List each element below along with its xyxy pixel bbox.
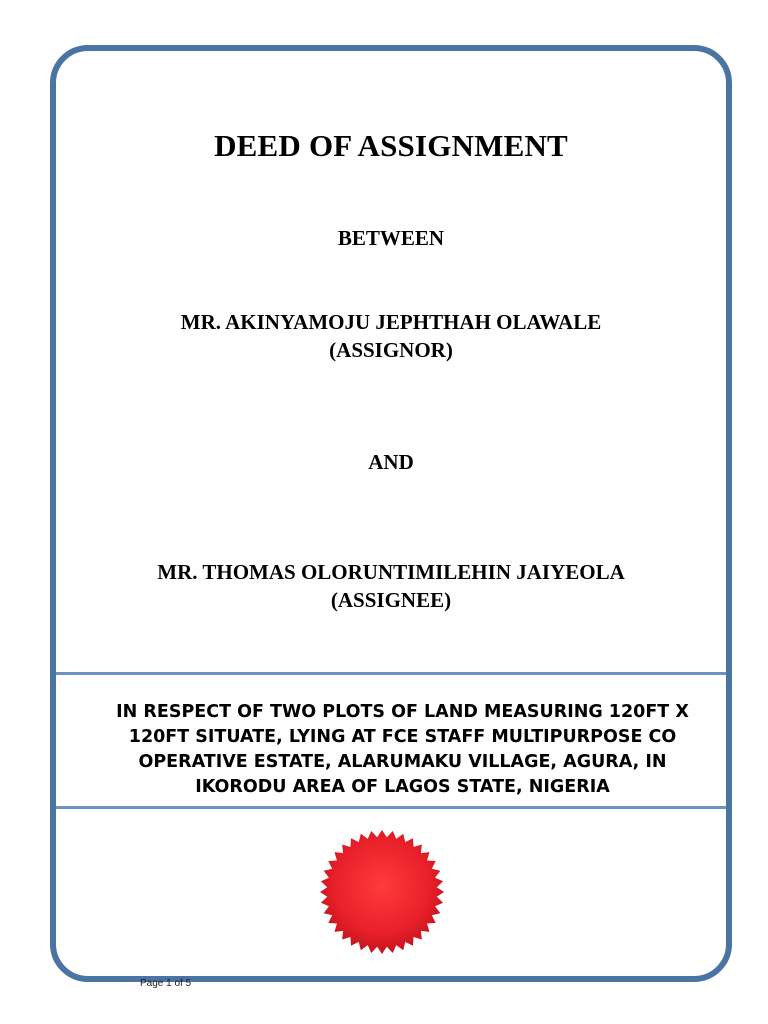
property-line-3: OPERATIVE ESTATE, ALARUMAKU VILLAGE, AGURA, IN xyxy=(138,752,667,772)
between-label: BETWEEN xyxy=(337,226,445,250)
divider-top xyxy=(56,672,726,675)
red-seal-icon xyxy=(318,828,446,956)
assignor-block xyxy=(56,308,726,364)
divider-bottom xyxy=(56,806,726,809)
assignor-name: MR. AKINYAMOJU JEPHTHAH OLAWALE xyxy=(180,310,602,334)
document-title: DEED OF ASSIGNMENT xyxy=(214,128,568,163)
assignee-role: (ASSIGNEE) xyxy=(330,588,452,612)
assignee-name: MR. THOMAS OLORUNTIMILEHIN JAIYEOLA xyxy=(157,560,625,584)
and-label: AND xyxy=(368,450,414,474)
property-line-4: IKORODU AREA OF LAGOS STATE, NIGERIA xyxy=(195,777,610,797)
property-line-2: 120FT SITUATE, LYING AT FCE STAFF MULTIPURPOSE CO xyxy=(128,727,677,747)
assignee-block xyxy=(56,558,726,614)
property-description xyxy=(90,700,715,800)
assignor-role: (ASSIGNOR) xyxy=(329,338,453,362)
property-line-1: IN RESPECT OF TWO PLOTS OF LAND MEASURING 120FT X xyxy=(116,702,689,722)
page-number: Page 1 of 5 xyxy=(140,978,192,989)
